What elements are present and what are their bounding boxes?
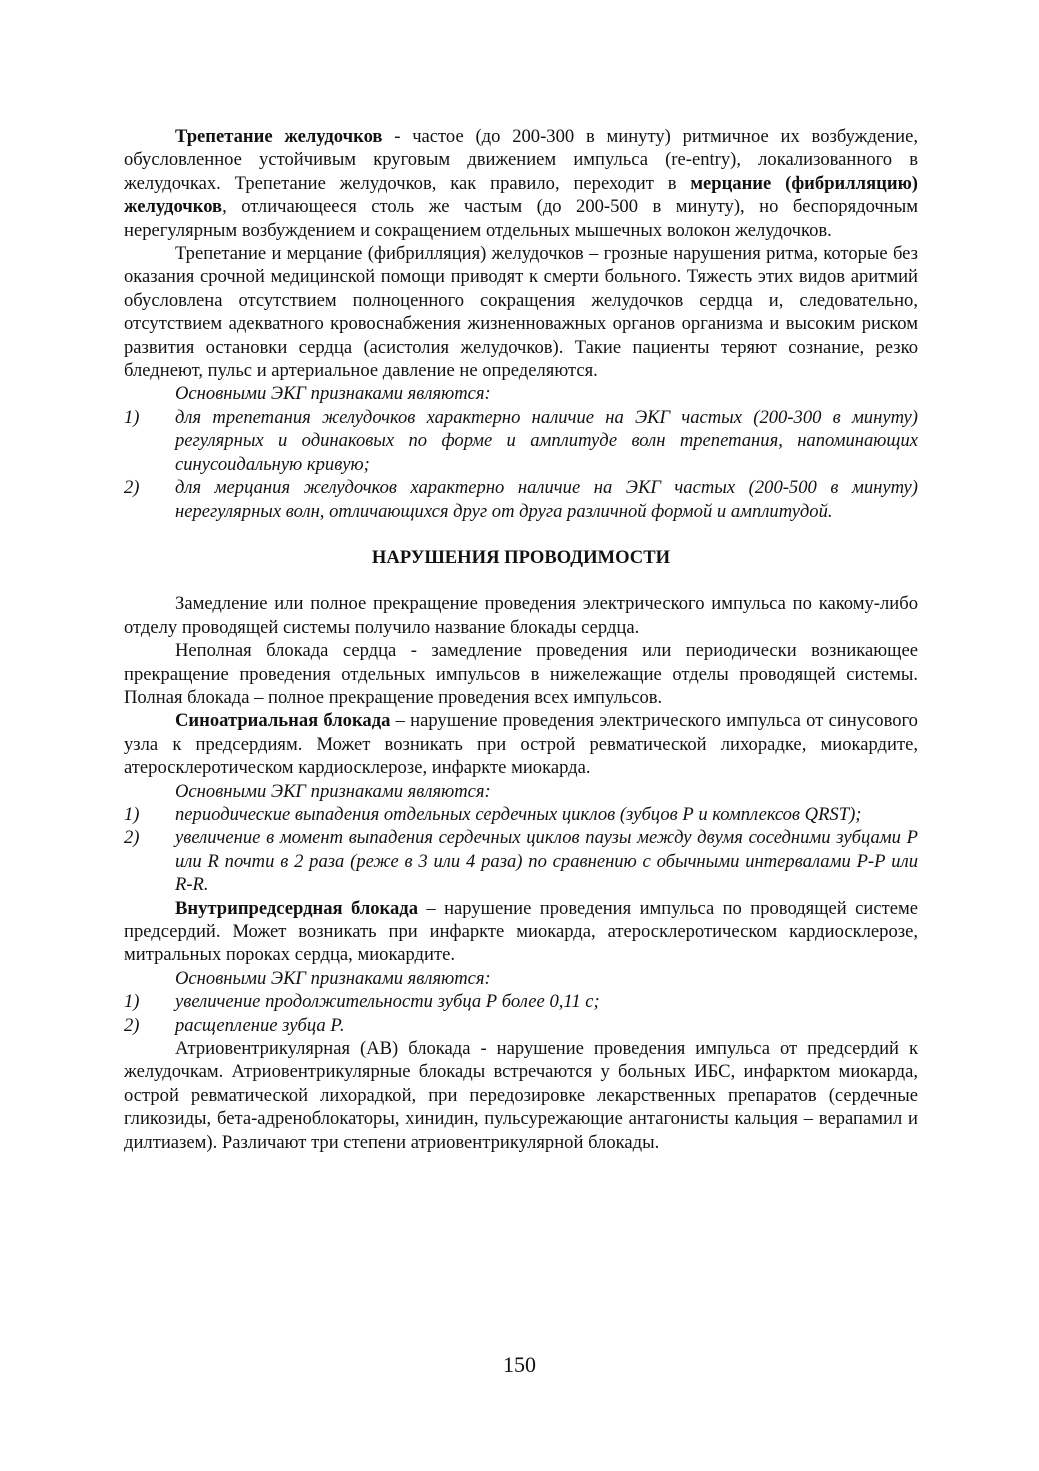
term-ventricular-fibrillation: мерцание (фибрилляцию) желудочков: [124, 172, 918, 218]
list-item-text: для мерцания желудочков характерно наличие на ЭКГ частых (200-500 в минуту) нерегулярных волн, отличающихся друг от друга различной формой и амплитудой.: [175, 477, 918, 522]
list-item-text: периодические выпадения отдельных сердечных циклов (зубцов Р и комплексов QRST);: [175, 803, 862, 825]
ecg-signs-intro: Основными ЭКГ признаками являются:: [175, 780, 491, 802]
list-item-text: увеличение в момент выпадения сердечных циклов паузы между двумя соседними зубцами Р или R почти в 2 раза (реже в 3 или 4 раза) по сравнению с обычными интервалами Р-Р или R-R.: [175, 827, 918, 896]
list-number: 2): [124, 827, 140, 849]
list-item-text: расщепление зубца Р.: [175, 1014, 345, 1036]
term-ventricular-flutter: Трепетание желудочков: [175, 126, 383, 147]
list-item: [124, 826, 918, 896]
ecg-signs-list: [124, 990, 918, 1037]
list-item-text: для трепетания желудочков характерно наличие на ЭКГ частых (200-300 в минуту) регулярных и одинаковых по форме и амплитуде волн трепетания, напоминающих синусоидальную кривую;: [175, 406, 918, 475]
list-number: 1): [124, 803, 140, 825]
paragraph-text: - частое (до 200-300 в минуту) ритмичное их возбуждение, обусловленное устойчивым круговым движением импульса (re-entry), локализованного в желудочках. Трепетание желудочков, как правило, переходит в: [124, 126, 919, 194]
list-number: 2): [124, 477, 140, 499]
paragraph-text: – нарушение проведения электрического импульса от синусового узла к предсердиям. Может возникать при острой ревматической лихорадке, миокардите, атеросклеротическом кардиосклерозе, инфаркте миокарда.: [124, 710, 918, 779]
list-item: [124, 990, 918, 1013]
paragraph-av-block: Атриовентрикулярная (АВ) блокада - нарушение проведения импульса от предсердий к желудочкам. Атриовентрикулярные блокады встречаются у больных ИБС, инфарктом миокарда, острой ревматической лихорадкой, при передозировке лекарственных препаратов (сердечные гликозиды, бета-адреноблокаторы, хинидин, пульсурежающие антагонисты кальция – верапамил и дилтиазем). Различают три степени атриовентрикулярной блокады.: [124, 1038, 918, 1153]
list-item: [124, 476, 918, 523]
ecg-signs-list: [124, 803, 918, 897]
ecg-signs-intro: Основными ЭКГ признаками являются:: [175, 383, 491, 405]
term-sinoatrial-block: Синоатриальная блокада: [175, 710, 391, 732]
page-number: 150: [503, 1352, 536, 1377]
ecg-signs-list: [124, 406, 918, 523]
term-intraatrial-block: Внутрипредсердная блокада: [175, 897, 418, 919]
paragraph-text: , отличающееся столь же частым (до 200-500 в минуту), но беспорядочным нерегулярным возбуждением и сокращением отдельных мышечных волокон желудочков.: [124, 196, 918, 241]
list-item: [124, 803, 918, 826]
paragraph-ventricular-flutter: [124, 125, 918, 242]
paragraph-severity: Трепетание и мерцание (фибрилляция) желудочков – грозные нарушения ритма, которые без оказания срочной медицинской помощи приводят к смерти больного. Тяжесть этих видов аритмий обусловлена отсутствием полноценного сокращения желудочков сердца и, следовательно, отсутствием адекватного кровоснабжения жизненноважных органов организма и высоким риском развития остановки сердца (асистолия желудочков). Такие пациенты теряют сознание, резко бледнеют, пульс и артериальное давление не определяются.: [124, 243, 918, 382]
list-number: 1): [124, 991, 140, 1013]
list-item: [124, 406, 918, 476]
paragraph-text: – нарушение проведения импульса по проводящей системе предсердий. Может возникать при инфаркте миокарда, атеросклеротическом кардиосклерозе, митральных пороках сердца, миокардите.: [124, 897, 918, 966]
ecg-signs-intro: Основными ЭКГ признаками являются:: [175, 967, 491, 989]
paragraph-heart-block: Замедление или полное прекращение проведения электрического импульса по какому-либо отделу проводящей системы получило название блокады сердца.: [124, 593, 918, 638]
paragraph-intraatrial-block: [124, 897, 918, 967]
list-number: 2): [124, 1014, 140, 1036]
paragraph-sinoatrial-block: [124, 709, 918, 779]
paragraph-incomplete-block: Неполная блокада сердца - замедление проведения или периодически возникающее прекращение проведения отдельных импульсов в нижележащие отделы проводящей системы. Полная блокада – полное прекращение проведения всех импульсов.: [124, 640, 918, 708]
section-heading: НАРУШЕНИЯ ПРОВОДИМОСТИ: [371, 546, 671, 568]
list-item-text: увеличение продолжительности зубца Р более 0,11 с;: [175, 991, 600, 1013]
list-item: [124, 1014, 918, 1037]
list-number: 1): [124, 406, 140, 428]
